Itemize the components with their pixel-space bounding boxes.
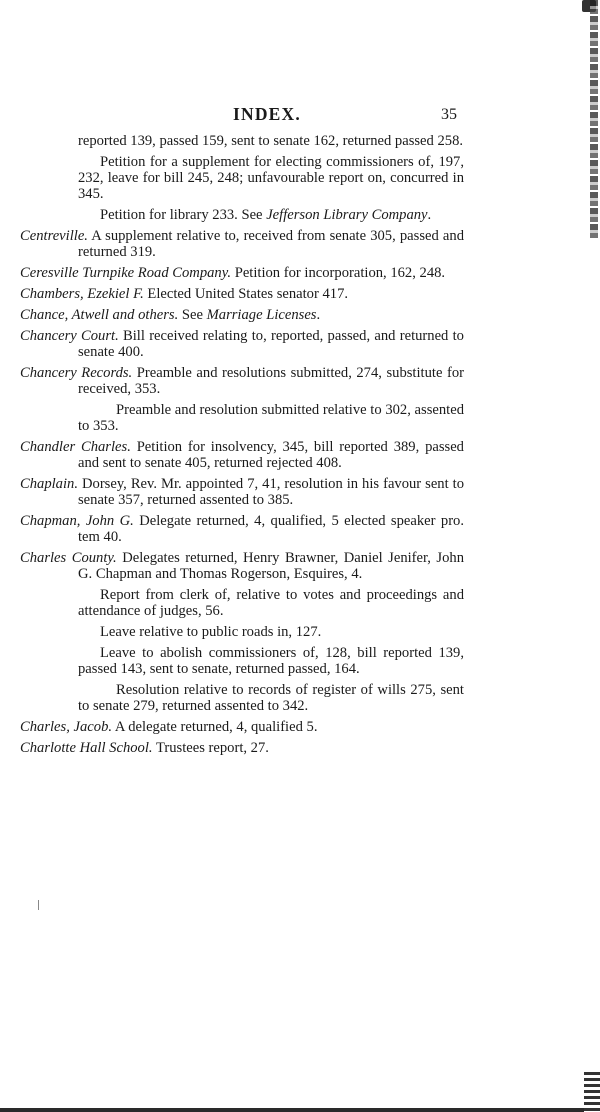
entry-text: Report from clerk of, relative to votes and proceedings and attendance of judges, 56. bbox=[78, 587, 464, 619]
index-subentry bbox=[20, 402, 464, 434]
index-entry bbox=[20, 365, 464, 397]
scan-stray-mark bbox=[38, 900, 39, 910]
page-number: 35 bbox=[441, 106, 457, 123]
entry-punctuation: . bbox=[316, 307, 321, 323]
page-header bbox=[0, 104, 600, 128]
entry-text: Delegates returned, Henry Brawner, Daniel Jenifer, John G. Chapman and Thomas Rogerson, Esquires, 4. bbox=[78, 550, 464, 582]
index-entry bbox=[20, 719, 464, 735]
entry-text: Elected United States senator 417. bbox=[147, 286, 349, 302]
page-title: INDEX. bbox=[233, 104, 301, 124]
entry-text: Petition for a supplement for electing commissioners of, 197, 232, leave for bill 245, 248; unfavourable report on, concurred in 345. bbox=[78, 154, 464, 202]
index-entry bbox=[20, 328, 464, 360]
entry-heading: Charles, Jacob. bbox=[20, 719, 113, 735]
entry-heading: Chancery Records. bbox=[20, 365, 133, 381]
entry-text: Petition for library 233. See bbox=[100, 207, 267, 223]
entry-text: Leave to abolish commissioners of, 128, bill reported 139, passed 143, sent to senate, returned passed, 164. bbox=[78, 645, 464, 677]
entry-heading: Chapman, John G. bbox=[20, 513, 134, 529]
entry-text: reported 139, passed 159, sent to senate 162, returned passed 258. bbox=[78, 133, 464, 149]
index-entry bbox=[20, 550, 464, 582]
entry-text: Dorsey, Rev. Mr. appointed 7, 41, resolution in his favour sent to senate 357, returned assented to 385. bbox=[78, 476, 464, 508]
entry-text: A delegate returned, 4, qualified 5. bbox=[114, 719, 318, 735]
index-entry bbox=[20, 439, 464, 471]
entry-heading: Chance, Atwell and others. bbox=[20, 307, 179, 323]
entry-heading: Chandler Charles. bbox=[20, 439, 131, 455]
index-subentry bbox=[20, 154, 464, 202]
scan-bottom-edge bbox=[0, 1108, 600, 1112]
entry-text: Bill received relating to, reported, passed, and returned to senate 400. bbox=[78, 328, 464, 360]
index-content bbox=[20, 133, 464, 761]
index-subentry bbox=[20, 207, 464, 223]
index-entry bbox=[20, 513, 464, 545]
index-entry bbox=[20, 265, 464, 281]
entry-text: Leave relative to public roads in, 127. bbox=[100, 624, 322, 640]
index-subentry bbox=[20, 587, 464, 619]
entry-punctuation: . bbox=[427, 207, 432, 223]
index-entry bbox=[20, 286, 464, 302]
index-subentry bbox=[20, 645, 464, 677]
entry-text: Petition for incorporation, 162, 248. bbox=[234, 265, 446, 281]
index-entry bbox=[20, 476, 464, 508]
index-entry bbox=[20, 307, 464, 323]
index-subentry bbox=[20, 682, 464, 714]
entry-text: Trustees report, 27. bbox=[155, 740, 269, 756]
entry-heading: Ceresville Turnpike Road Company. bbox=[20, 265, 232, 281]
entry-text: See bbox=[181, 307, 207, 323]
entry-text: Preamble and resolutions submitted, 274, substitute for received, 353. bbox=[78, 365, 464, 397]
entry-text: Petition for insolvency, 345, bill reported 389, passed and sent to senate 405, returned rejected 408. bbox=[78, 439, 464, 471]
cross-reference: Jefferson Library Company bbox=[266, 207, 428, 223]
entry-text: Resolution relative to records of register of wills 275, sent to senate 279, returned assented to 342. bbox=[78, 682, 464, 714]
entry-heading: Charles County. bbox=[20, 550, 117, 566]
entry-heading: Centreville. bbox=[20, 228, 88, 244]
entry-heading: Chambers, Ezekiel F. bbox=[20, 286, 144, 302]
index-entry bbox=[20, 740, 464, 756]
cross-reference: Marriage Licenses bbox=[206, 307, 317, 323]
index-entry bbox=[20, 228, 464, 260]
entry-text: A supplement relative to, received from senate 305, passed and returned 319. bbox=[78, 228, 464, 260]
entry-text: Preamble and resolution submitted relative to 302, assented to 353. bbox=[78, 402, 464, 434]
scan-corner-mark bbox=[584, 1072, 600, 1112]
entry-text: Delegate returned, 4, qualified, 5 elected speaker pro. tem 40. bbox=[78, 513, 464, 545]
entry-heading: Charlotte Hall School. bbox=[20, 740, 153, 756]
entry-heading: Chancery Court. bbox=[20, 328, 119, 344]
index-continuation bbox=[20, 133, 464, 149]
index-subentry bbox=[20, 624, 464, 640]
entry-heading: Chaplain. bbox=[20, 476, 78, 492]
